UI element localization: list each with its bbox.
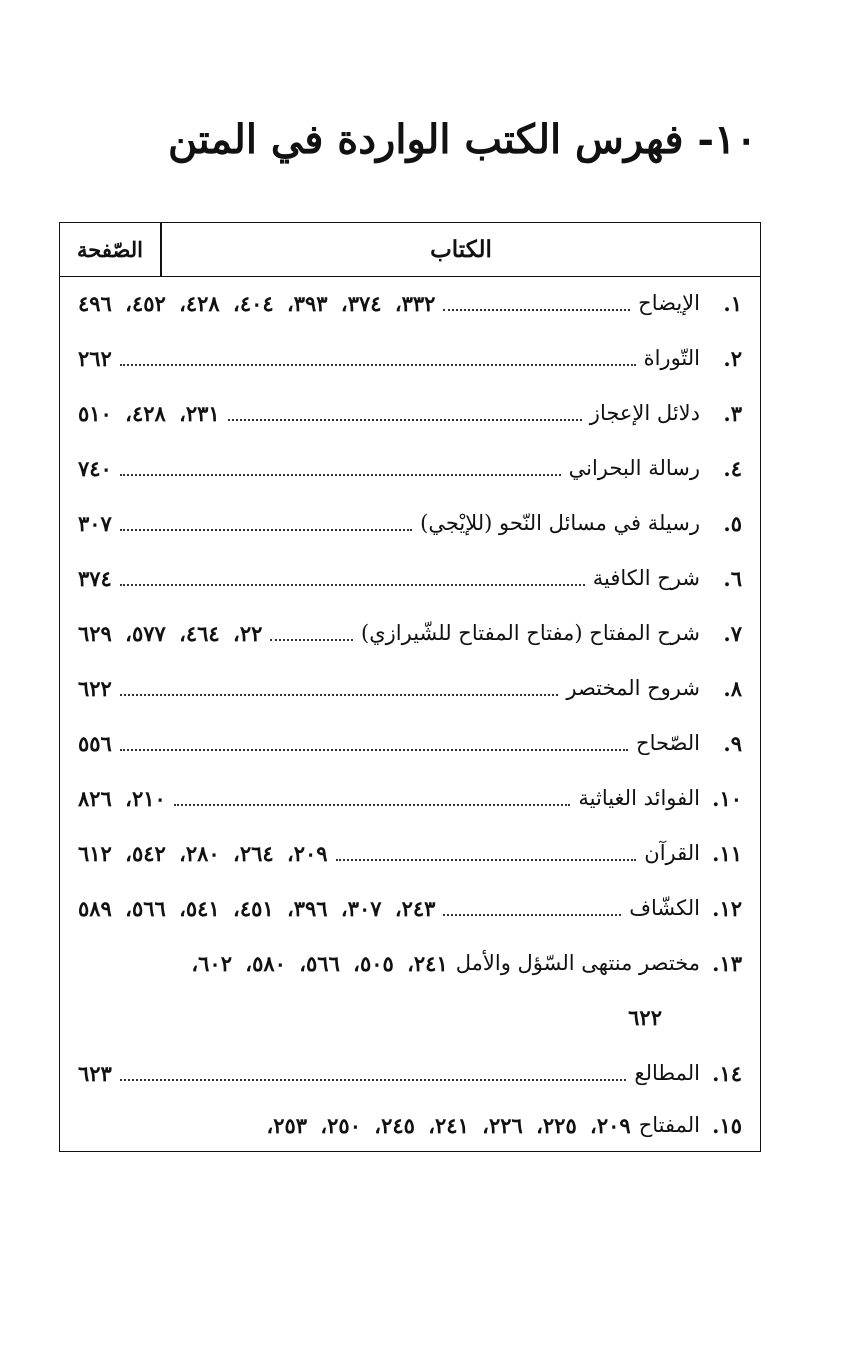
row-number: ٤. (723, 455, 742, 481)
book-title: المفتاح (638, 1113, 700, 1137)
row-number: ٦. (723, 565, 742, 591)
page-numbers: ٢٤١، ٥٠٥، ٥٦٦، ٥٨٠، ٦٠٢، (191, 950, 448, 976)
page-numbers: ٣٣٢، ٣٧٤، ٣٩٣، ٤٠٤، ٤٢٨، ٤٥٢، ٤٩٦ (78, 290, 436, 316)
page-numbers: ٢٣١، ٤٢٨، ٥١٠ (78, 400, 220, 426)
page-numbers: ٣٠٧ (78, 510, 112, 536)
row-number: ٧. (723, 620, 742, 646)
leader-dots (120, 364, 636, 366)
row-number: ١٣. (712, 950, 742, 976)
page-numbers: ٢٤٣، ٣٠٧، ٣٩٦، ٤٥١، ٥٤١، ٥٦٦، ٥٨٩ (78, 895, 436, 921)
page-numbers: ٢٠٩، ٢٢٥، ٢٢٦، ٢٤١، ٢٤٥، ٢٥٠، ٢٥٣، (266, 1112, 631, 1138)
leader-dots (120, 749, 628, 751)
header-page: الصّفحة (77, 237, 143, 262)
table-row (78, 888, 742, 928)
row-number: ٢. (723, 345, 742, 371)
page-numbers: ٢١٠، ٨٢٦ (78, 785, 166, 811)
table-row (78, 778, 742, 818)
book-title: شرح الكافية (592, 566, 700, 590)
book-title: الصّحاح (636, 731, 700, 755)
book-title: رسيلة في مسائل النّحو (للإيْجي) (420, 511, 700, 535)
leader-dots (120, 474, 561, 476)
row-number: ١. (723, 290, 742, 316)
book-title: رسالة البحراني (568, 456, 700, 480)
page-numbers: ٥٥٦ (78, 730, 112, 756)
table-row (78, 943, 742, 983)
row-number: ١١. (712, 840, 742, 866)
book-title: الكشّاف (629, 896, 700, 920)
row-number: ١٥. (712, 1112, 742, 1138)
leader-dots (228, 419, 582, 421)
row-number: ١٢. (712, 895, 742, 921)
page-numbers: ٧٤٠ (78, 455, 112, 481)
table-row (78, 833, 742, 873)
row-number: ٩. (723, 730, 742, 756)
leader-dots (336, 859, 637, 861)
row-number: ٥. (723, 510, 742, 536)
leader-dots (120, 694, 559, 696)
header-book: الكتاب (430, 236, 492, 263)
row-number: ٨. (723, 675, 742, 701)
book-title: الفوائد الغياثية (578, 786, 700, 810)
leader-dots (120, 529, 412, 531)
table-row (78, 283, 742, 323)
page-numbers-continued: ٦٢٢ (628, 1005, 662, 1030)
page-title: ١٠- فهرس الكتب الواردة في المتن (168, 116, 757, 163)
leader-dots (174, 804, 571, 806)
table-row (78, 338, 742, 378)
leader-dots (443, 309, 630, 311)
table-row (78, 613, 742, 653)
book-title: التّوراة (643, 346, 700, 370)
row-number: ٣. (723, 400, 742, 426)
table-row (78, 503, 742, 543)
table-row (78, 1053, 742, 1093)
book-title: شرح المفتاح (مفتاح المفتاح للشّيرازي) (361, 621, 700, 645)
page-numbers: ٢٦٢ (78, 345, 112, 371)
row-number: ١٠. (712, 785, 742, 811)
header-divider (160, 223, 162, 277)
book-title: الإيضاح (638, 291, 700, 315)
table-row (78, 723, 742, 763)
book-title: مختصر منتهى السّؤل والأمل (455, 951, 700, 975)
page-numbers: ٦٢٣ (78, 1060, 112, 1086)
table-row (78, 1105, 742, 1145)
page-numbers: ٣٧٤ (78, 565, 112, 591)
leader-dots (120, 1079, 627, 1081)
book-title: شروح المختصر (566, 676, 700, 700)
table-row (78, 558, 742, 598)
row-number: ١٤. (712, 1060, 742, 1086)
table-header (60, 223, 760, 277)
table-row (78, 393, 742, 433)
book-title: القرآن (644, 841, 700, 865)
leader-dots (270, 639, 353, 641)
leader-dots (120, 584, 585, 586)
page-numbers: ٢٠٩، ٢٦٤، ٢٨٠، ٥٤٢، ٦١٢ (78, 840, 328, 866)
page-numbers: ٦٢٢ (78, 675, 112, 701)
table-row (78, 448, 742, 488)
book-title: دلائل الإعجاز (589, 401, 700, 425)
books-index-table (59, 222, 761, 1152)
book-title: المطالع (634, 1061, 700, 1085)
leader-dots (443, 914, 621, 916)
page-numbers: ٢٢، ٤٦٤، ٥٧٧، ٦٢٩ (78, 620, 263, 646)
table-row (78, 668, 742, 708)
